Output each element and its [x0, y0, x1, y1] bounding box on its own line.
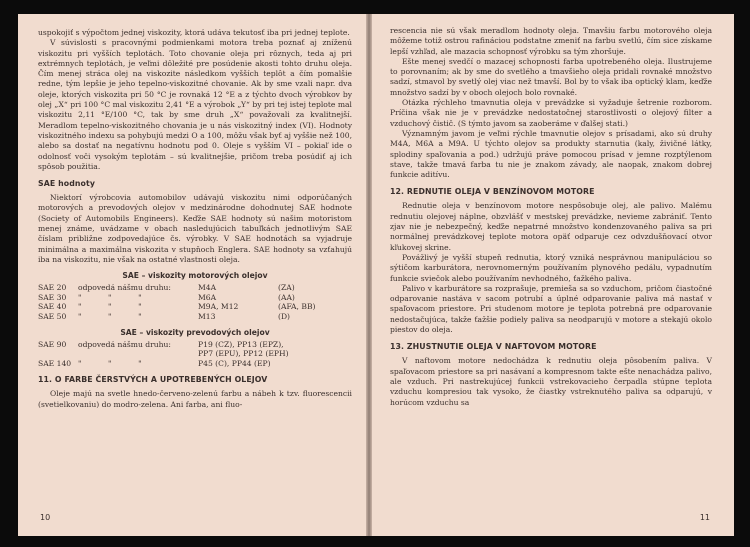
table-cell: (AFA, BB) — [278, 302, 316, 312]
table-cell: SAE 40 — [38, 302, 67, 312]
paragraph: Rednutie oleja v benzínovom motore nespôsobuje olej, ale palivo. Malému rednutiu olejovej náplne, obzvlášť v mestskej prevádzke, nevieme zabrániť. Tento zjav nie je nebezpečný, keďže nepatrné množstvo kondenzovaného paliva sa pri normálnej prevádzkovej teplote motora opäť odparuje cez odvzdušňovací otvor kľukovej skrine. — [390, 201, 712, 252]
table-cell: odpovedá nášmu druhu: — [78, 283, 171, 293]
table-cell — [38, 349, 78, 359]
paragraph: Významným javom je veľmi rýchle tmavnutie olejov s prísadami, ako sú druhy M4A, M6A a M9A. U týchto olejov sa produkty starnutia (kaly, živičné látky, splodiny spaľovania a pod.) udržujú práve pomocou prísad v jemne rozptýlenom stave, takže tmavá farba tu nie je znakom závady, ale naopak, znakom dobrej funkcie aditívu. — [390, 128, 712, 180]
table-row — [38, 349, 352, 359]
table-row — [38, 312, 352, 322]
table-row — [38, 283, 352, 293]
table-cell: odpovedá nášmu druhu: — [78, 339, 171, 349]
table-cell: " " " — [78, 312, 142, 322]
left-page — [18, 14, 366, 536]
table-cell: SAE 140 — [38, 358, 72, 368]
table-cell: (ZA) — [278, 283, 295, 293]
paragraph: Povážlivý je vyšší stupeň rednutia, ktorý vzniká nesprávnou manipuláciou so sýtičom karburátora, nerovnomerným používaním plynového pedálu, vypadnutím funkcie sviečok alebo používaním nevhodného, ťažkého paliva. — [390, 252, 712, 283]
table-cell: (D) — [278, 312, 291, 322]
table-cell: SAE 50 — [38, 312, 67, 322]
table-row — [38, 293, 352, 303]
table-cell: M9A, M12 — [198, 302, 239, 312]
table-cell — [78, 349, 198, 359]
transmission-oil-table — [38, 340, 352, 369]
table-row — [38, 302, 352, 312]
table-cell: " " " — [78, 292, 142, 302]
paragraph: V naftovom motore nedochádza k rednutiu oleja pôsobením paliva. V spaľovacom priestore sa pri nasávaní a kompresnom takte ešte nenachádza palivo, ale vzduch. Pri nastrekujúcej funkcii vstrekovacieho čerpadla stúpne teplota vzduchu kompresiou tak vysoko, že čiastky vstreknutého paliva sa odparujú, v horúcom vzduchu sa — [390, 356, 712, 407]
right-page — [372, 14, 734, 536]
page-number: 11 — [699, 513, 710, 522]
table-cell: " " " — [78, 302, 142, 312]
section-heading: 11. O FARBE ČERSTVÝCH A UPOTREBENÝCH OLEJOV — [38, 375, 268, 385]
table-cell: P19 (CZ), PP13 (EPZ), — [198, 339, 284, 349]
paragraph: uspokojiť s výpočtom jednej viskozity, ktorá udáva tekutosť iba pri jednej teplote. — [38, 28, 350, 37]
section-heading: 12. REDNUTIE OLEJA V BENZÍNOVOM MOTORE — [390, 187, 595, 197]
paragraph: Niektorí výrobcovia automobilov udávajú viskozitu nimi odporúčaných motorových a prevodových olejov v medzinárodne dohodnutej SAE hodnote (Society of Automobils Engineers). Keďže SAE hodnoty sú našim motoristom menej známe, uvádzame v obach nasledujúcich tabuľkách jednotlivým SAE číslam približne zodpovedajúce čs. výrobky. V SAE hodnotách sa vyjadruje minimálna a maximálna viskozita v stupňoch Englera. SAE hodnoty sa vzťahujú iba na viskozitu, nie však na ostatné vlastnosti oleja. — [38, 193, 352, 264]
table-cell: M6A — [198, 292, 217, 302]
table-title: SAE – viskozity motorových olejov — [122, 271, 268, 281]
paragraph: Oleje majú na svetle hnedo-červeno-zelenú farbu a nábeh k tzv. fluorescencii (svetielkovaniu) do modro-zelena. Ani farba, ani fluo- — [38, 389, 352, 409]
table-title: SAE – viskozity prevodových olejov — [120, 327, 270, 337]
paragraph: V súvislosti s pracovnými podmienkami motora treba poznať aj zníženú viskozitu pri vyšších teplotách. Toto chovanie oleja pri rôznych, teda aj pri extrémnych teplotách, je veľmi dôležité pre posúdenie akosti tohto druhu oleja. Čím menej stráca olej na viskozite následkom vyšších teplôt a čím pomalšie redne, tým lepšie je jeho tepelno-viskozitné chovanie. Ak by sme vzali napr. dva oleje, ktorých viskozita pri 50 °C je rovnaká 12 °E a z týchto dvoch výrobkov by olej „X“ pri 100 °C mal viskozitu 2,41 °E a výrobok „Y“ by pri tej istej teplote mal viskozitu 2,11 °E/100 °C, tak by sme druh „X“ považovali za kvalitnejší. Meradlom tepelno-viskozitného chovania je u nás viskozitný index (VI). Hodnoty viskozitného indexu sa pohybujú medzi O a 100, môžu však byť aj vyššie než 100, alebo sa dostať na negatívnu hodnotu pod 0. Oleje s vyšším VI – pokiaľ ide o odolnosť voči vysokým teplotám – sú kvalitnejšie, pričom treba posúdiť aj ich spôsob použitia. — [38, 38, 352, 171]
page-number: 10 — [40, 513, 51, 522]
table-cell: M13 — [198, 312, 216, 322]
table-cell: P45 (C), PP44 (EP) — [198, 358, 271, 368]
table-cell: M4A — [198, 283, 217, 293]
paragraph: Otázka rýchleho tmavnutia oleja v prevádzke si vyžaduje šetrenie rozborom. Príčina však nie je v prevádzke nedostatočnej starostlivosti o olejový filter a vzduchový čistič. (S týmto javom sa zaoberáme v ďalšej stati.) — [390, 98, 712, 128]
table-cell: SAE 20 — [38, 283, 67, 293]
section-heading: SAE hodnoty — [38, 179, 95, 189]
table-cell: SAE 90 — [38, 339, 67, 349]
table-row — [38, 340, 352, 350]
table-cell: PP7 (EPU), PP12 (EPH) — [198, 349, 289, 359]
paragraph: rescencia nie sú však meradlom hodnoty oleja. Tmavšiu farbu motorového oleja môžeme totiž ostrou rafináciou podstatne zmeniť na farbu svetlú, čím sice získame lepší vzhľad, ale mazacia schopnosť výrobku sa tým zhoršuje. — [390, 26, 712, 56]
table-row — [38, 359, 352, 369]
paragraph: Ešte menej svedčí o mazacej schopnosti farba upotrebeného oleja. Ilustrujeme to porovnaním; ak by sme do svetlého a tmavšieho oleja pridali rovnaké množstvo sadzí, stmavol by svetlý olej viac než tmavší. Bol by to však iba optický klam, keďže množstvo sadzí by v oboch olejoch bolo rovnaké. — [390, 56, 712, 97]
table-cell: (AA) — [278, 292, 295, 302]
section-heading: 13. ZHUSTNUTIE OLEJA V NAFTOVOM MOTORE — [390, 342, 597, 352]
paragraph: Palivo v karburátore sa rozprašuje, premieša sa so vzduchom, pričom čiastočné odparovanie nastáva v sacom potrubí a úplné odparovanie paliva má nastať v spaľovacom priestore. Pri studenom motore je teplota potrebná pre odparovanie nedostačujúca, takže ťažšie podiely paliva sa neodparujú v motore a stekajú okolo piestov do oleja. — [390, 283, 712, 335]
table-cell: " " " — [78, 358, 142, 368]
motor-oil-table — [38, 283, 352, 321]
table-cell: SAE 30 — [38, 292, 67, 302]
